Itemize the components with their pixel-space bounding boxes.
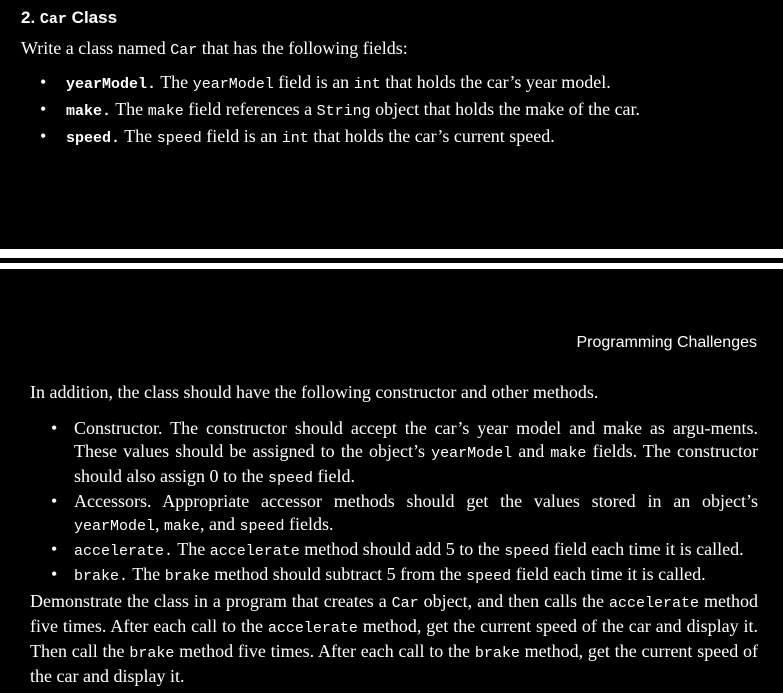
demo-code: accelerate — [609, 595, 700, 612]
demo-text: method five times. After each call to the — [174, 641, 475, 661]
field-text: that holds the car’s current speed. — [308, 126, 555, 146]
field-code: int — [353, 76, 381, 93]
intro-paragraph — [21, 36, 408, 63]
challenge-number: 2. — [21, 8, 36, 27]
field-term: speed. — [66, 130, 121, 147]
demo-code: accelerate — [267, 620, 358, 637]
method-code: yearModel — [74, 518, 156, 535]
method-text: The — [128, 564, 165, 584]
method-code: speed — [504, 543, 550, 560]
demo-text: method five times. After each call to the — [30, 591, 758, 636]
bullet-icon: • — [51, 418, 58, 438]
page-divider-thin — [0, 263, 783, 269]
demo-paragraph — [30, 590, 758, 688]
field-text: that holds the car’s year model. — [380, 72, 611, 92]
method-list — [51, 417, 758, 588]
method-text: , — [155, 514, 165, 534]
running-head: Programming Challenges — [576, 334, 757, 351]
bullet-icon: • — [40, 126, 47, 146]
intro-text: Write a class named — [21, 38, 171, 58]
demo-code: brake — [129, 645, 175, 662]
method-code: brake — [164, 568, 210, 585]
bullet-icon: • — [51, 491, 58, 511]
field-code: speed — [156, 130, 202, 147]
methods-intro-paragraph: In addition, the class should have the following constructor and other methods. — [30, 382, 599, 402]
field-text: object that holds the make of the car. — [370, 99, 641, 119]
field-text: The — [156, 72, 193, 92]
field-item-speed — [40, 124, 640, 151]
bullet-icon: • — [40, 72, 47, 92]
demo-text: object, and then calls the — [418, 591, 609, 611]
method-item-constructor — [51, 417, 758, 490]
field-code: yearModel — [192, 76, 274, 93]
field-term: yearModel. — [66, 76, 157, 93]
method-code: make — [550, 445, 587, 462]
method-text: The — [173, 539, 210, 559]
method-term: accelerate. — [74, 543, 174, 560]
field-item-make — [40, 97, 640, 124]
field-text: field is an — [273, 72, 354, 92]
field-term: make. — [66, 103, 112, 120]
method-term: brake. — [74, 568, 129, 585]
intro-class-code: Car — [170, 42, 198, 59]
method-text: , and — [200, 514, 240, 534]
demo-text: method, get the current speed of the car and display it. Then call the — [30, 616, 758, 661]
demo-code: Car — [391, 595, 419, 612]
method-text: field. — [313, 466, 356, 486]
intro-text-end: that has the following fields: — [197, 38, 408, 58]
method-item-accessors — [51, 490, 758, 538]
method-code: accelerate — [209, 543, 300, 560]
heading-class-word: Class — [71, 8, 118, 27]
method-code: speed — [268, 470, 314, 487]
demo-code: brake — [474, 645, 520, 662]
page-divider-thick — [0, 249, 783, 258]
method-text: fields. — [284, 514, 334, 534]
method-code: speed — [466, 568, 512, 585]
method-text: method should add 5 to the — [299, 539, 505, 559]
bullet-icon: • — [40, 99, 47, 119]
field-item-yearmodel — [40, 70, 640, 97]
bullet-icon: • — [51, 564, 58, 584]
demo-text: method, get the current speed of the car and display it. — [30, 641, 758, 686]
challenge-heading — [21, 7, 117, 31]
method-text: and — [512, 441, 551, 461]
field-text: field references a — [183, 99, 317, 119]
method-code: yearModel — [431, 445, 513, 462]
bullet-icon: • — [51, 539, 58, 559]
method-text: Accessors. Appropriate accessor methods should get the values stored in an object’s — [74, 491, 758, 511]
method-text: method should subtract 5 from the — [209, 564, 467, 584]
field-code: int — [281, 130, 309, 147]
method-item-brake — [51, 563, 758, 588]
method-item-accelerate — [51, 538, 758, 563]
field-code: String — [316, 103, 371, 120]
method-code: speed — [239, 518, 285, 535]
heading-class-name: Car — [39, 11, 67, 28]
field-text: The — [111, 99, 148, 119]
field-text: field is an — [201, 126, 282, 146]
field-list — [40, 70, 640, 151]
method-code: make — [164, 518, 201, 535]
top-page-section — [0, 0, 783, 248]
field-code: make — [147, 103, 184, 120]
field-text: The — [120, 126, 157, 146]
method-text: field each time it is called. — [511, 564, 706, 584]
method-text: field each time it is called. — [549, 539, 744, 559]
demo-text: Demonstrate the class in a program that creates a — [30, 591, 392, 611]
method-text: fields. The constructor should also assign 0 to the — [74, 441, 759, 486]
method-text: Constructor. The constructor should accept the car’s year model and make as argu-ments. These values should be assigned to the object’s — [74, 418, 758, 461]
